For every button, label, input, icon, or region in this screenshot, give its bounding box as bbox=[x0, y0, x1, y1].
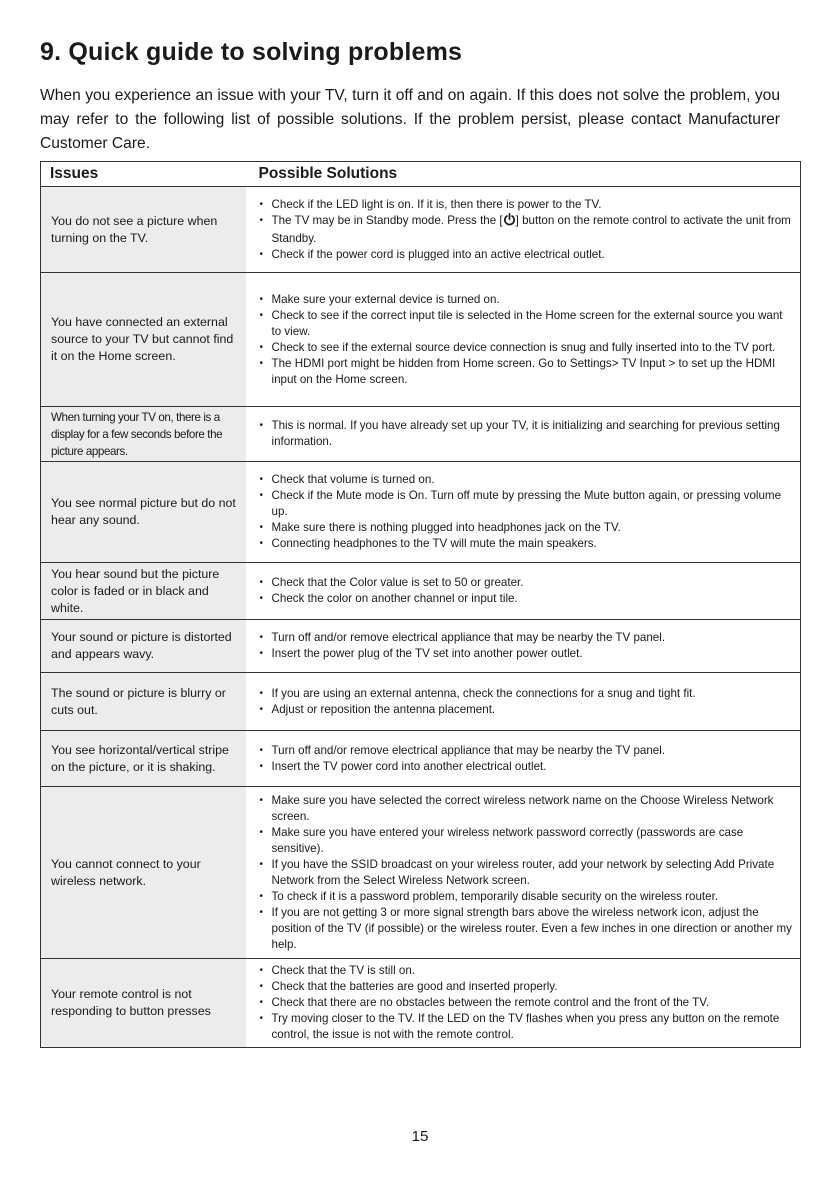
solution-item: • Check that the batteries are good and inserted properly. bbox=[256, 979, 795, 995]
solutions-cell bbox=[246, 787, 801, 959]
solution-item: • Connecting headphones to the TV will mute the main speakers. bbox=[256, 536, 795, 552]
table-header-row bbox=[41, 162, 801, 187]
solution-item: • Check to see if the external source device connection is snug and fully inserted into to the TV port. bbox=[256, 340, 795, 356]
table-row bbox=[41, 563, 801, 620]
page-number: 15 bbox=[411, 1128, 429, 1145]
table-row bbox=[41, 959, 801, 1048]
issue-cell: You do not see a picture when turning on the TV. bbox=[41, 187, 246, 273]
solution-item: • If you are using an external antenna, check the connections for a snug and tight fit. bbox=[256, 686, 795, 702]
table-row bbox=[41, 731, 801, 787]
intro-paragraph: When you experience an issue with your TV, turn it off and on again. If this does not solve the problem, you may refer to the following list of possible solutions. If the problem persist, please contact Manufacturer Customer Care. bbox=[40, 87, 780, 152]
table-row bbox=[41, 273, 801, 407]
solution-item: • Check that the TV is still on. bbox=[256, 963, 795, 979]
solutions-list bbox=[256, 292, 795, 388]
table-body bbox=[41, 187, 801, 1048]
solutions-cell bbox=[246, 620, 801, 673]
solution-item: • The HDMI port might be hidden from Home screen. Go to Settings> TV Input > to set up the HDMI input on the Home screen. bbox=[256, 356, 795, 388]
troubleshooting-table bbox=[40, 161, 801, 1048]
issue-cell: You hear sound but the picture color is faded or in black and white. bbox=[41, 563, 246, 620]
solution-item: • To check if it is a password problem, temporarily disable security on the wireless router. bbox=[256, 889, 795, 905]
solutions-cell bbox=[246, 462, 801, 563]
solutions-list bbox=[256, 418, 795, 450]
table-row bbox=[41, 787, 801, 959]
solution-item: • Check to see if the correct input tile is selected in the Home screen for the external source you want to view. bbox=[256, 308, 795, 340]
solution-item: • Check if the power cord is plugged into an active electrical outlet. bbox=[256, 247, 795, 263]
solutions-list bbox=[256, 197, 795, 263]
page-title: 9. Quick guide to solving problems bbox=[40, 38, 463, 66]
solution-item: • Insert the TV power cord into another electrical outlet. bbox=[256, 759, 795, 775]
solution-item: • Make sure there is nothing plugged into headphones jack on the TV. bbox=[256, 520, 795, 536]
solutions-list bbox=[256, 630, 795, 662]
solution-item: • Check that volume is turned on. bbox=[256, 472, 795, 488]
solutions-list bbox=[256, 686, 795, 718]
solution-item: • Check that there are no obstacles between the remote control and the front of the TV. bbox=[256, 995, 795, 1011]
table-row bbox=[41, 462, 801, 563]
table-row bbox=[41, 187, 801, 273]
solution-item: • If you have the SSID broadcast on your wireless router, add your network by selecting Add Private Network from the Select Wireless Network screen. bbox=[256, 857, 795, 889]
solution-item: • This is normal. If you have already set up your TV, it is initializing and searching for previous setting information. bbox=[256, 418, 795, 450]
solutions-cell bbox=[246, 731, 801, 787]
solution-item: • Make sure you have entered your wireless network password correctly (passwords are case sensitive). bbox=[256, 825, 795, 857]
solution-item: • Check if the Mute mode is On. Turn off mute by pressing the Mute button again, or pressing volume up. bbox=[256, 488, 795, 520]
solution-item: • If you are not getting 3 or more signal strength bars above the wireless network icon, adjust the position of the TV (if possible) or the wireless router. Even a few inches in one direction or another my help. bbox=[256, 905, 795, 953]
solutions-list bbox=[256, 963, 795, 1043]
power-icon bbox=[503, 213, 516, 231]
issue-cell: The sound or picture is blurry or cuts out. bbox=[41, 673, 246, 731]
issue-cell: You have connected an external source to your TV but cannot find it on the Home screen. bbox=[41, 273, 246, 407]
table-row bbox=[41, 620, 801, 673]
solution-item: • Adjust or reposition the antenna placement. bbox=[256, 702, 795, 718]
solution-item: • Insert the power plug of the TV set into another power outlet. bbox=[256, 646, 795, 662]
solution-item: • Check if the LED light is on. If it is, then there is power to the TV. bbox=[256, 197, 795, 213]
solution-item: • Try moving closer to the TV. If the LED on the TV flashes when you press any button on the remote control, the issue is not with the remote control. bbox=[256, 1011, 795, 1043]
solutions-column-header: Possible Solutions bbox=[246, 162, 801, 187]
solution-item: • Make sure you have selected the correct wireless network name on the Choose Wireless Network screen. bbox=[256, 793, 795, 825]
solutions-list bbox=[256, 743, 795, 775]
solution-item: • Check that the Color value is set to 50 or greater. bbox=[256, 575, 795, 591]
solution-item: • Check the color on another channel or input tile. bbox=[256, 591, 795, 607]
issue-cell: When turning your TV on, there is a display for a few seconds before the picture appears. bbox=[41, 407, 246, 462]
solutions-cell bbox=[246, 563, 801, 620]
solutions-list bbox=[256, 793, 795, 953]
table-row bbox=[41, 407, 801, 462]
solution-item: • Turn off and/or remove electrical appliance that may be nearby the TV panel. bbox=[256, 743, 795, 759]
solution-item bbox=[256, 213, 795, 247]
solutions-cell bbox=[246, 273, 801, 407]
issue-cell: You see horizontal/vertical stripe on the picture, or it is shaking. bbox=[41, 731, 246, 787]
solutions-cell bbox=[246, 959, 801, 1048]
solution-item: • Make sure your external device is turned on. bbox=[256, 292, 795, 308]
issue-cell: You see normal picture but do not hear any sound. bbox=[41, 462, 246, 563]
issue-cell: Your sound or picture is distorted and appears wavy. bbox=[41, 620, 246, 673]
solutions-list bbox=[256, 472, 795, 552]
table-row bbox=[41, 673, 801, 731]
solutions-cell bbox=[246, 673, 801, 731]
solution-item: • Turn off and/or remove electrical appliance that may be nearby the TV panel. bbox=[256, 630, 795, 646]
solutions-list bbox=[256, 575, 795, 607]
solutions-cell bbox=[246, 187, 801, 273]
solution-text-after: ] button on the remote control to activate the unit from Standby. bbox=[271, 213, 791, 245]
solution-text-before: The TV may be in Standby mode. Press the [ bbox=[271, 213, 503, 227]
issue-cell: You cannot connect to your wireless network. bbox=[41, 787, 246, 959]
issue-cell: Your remote control is not responding to button presses bbox=[41, 959, 246, 1048]
solutions-cell bbox=[246, 407, 801, 462]
issues-column-header: Issues bbox=[41, 162, 246, 187]
